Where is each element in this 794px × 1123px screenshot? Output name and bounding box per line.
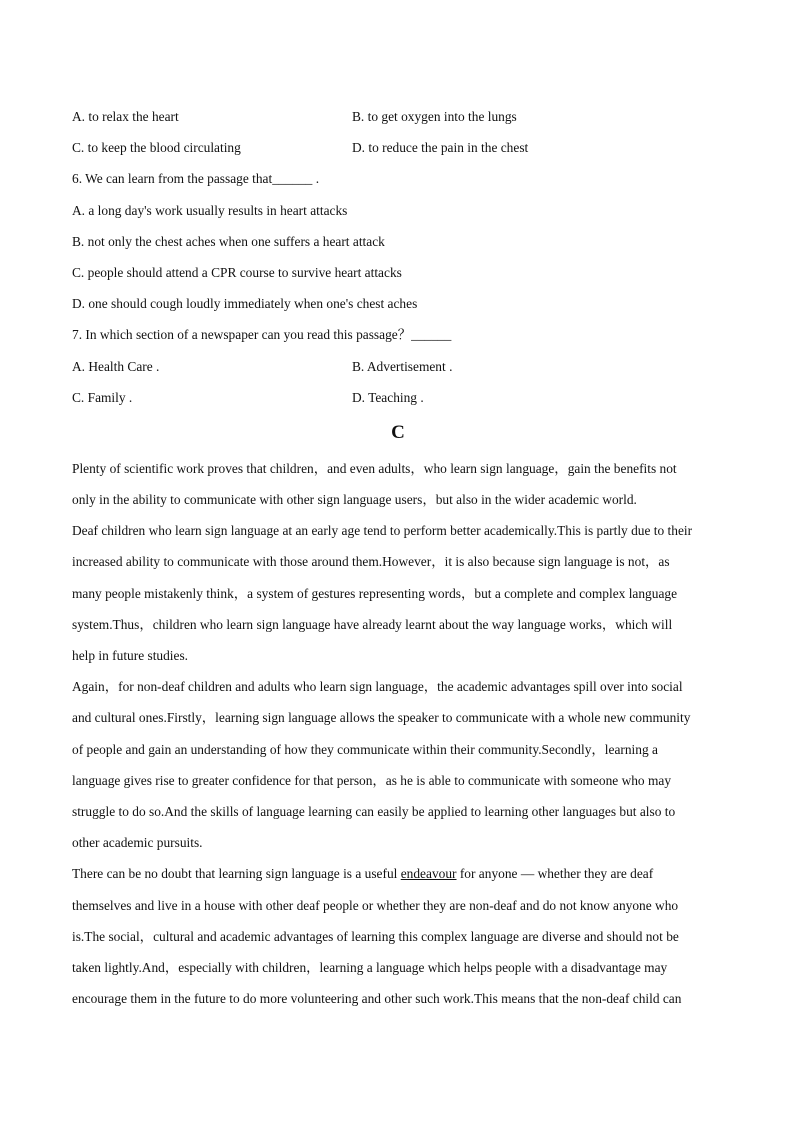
q7-option-c: C. Family . bbox=[72, 389, 133, 405]
q7-option-b: B. Advertisement . bbox=[352, 358, 453, 374]
q6-stem: 6. We can learn from the passage that______ . bbox=[72, 171, 320, 187]
q7-option-d: D. Teaching . bbox=[352, 389, 424, 405]
q5-option-a: A. to relax the heart bbox=[72, 109, 179, 124]
paragraph-line: Plenty of scientific work proves that children，and even adults，who learn sign language，gain the benefits not bbox=[72, 460, 677, 476]
q5-option-c: C. to keep the blood circulating bbox=[72, 140, 241, 156]
paragraph-line: help in future studies. bbox=[72, 648, 189, 663]
section-title: C bbox=[391, 421, 405, 443]
paragraph-1 bbox=[72, 453, 724, 515]
q7-options-row-1 bbox=[72, 351, 724, 382]
q5-options-row-1 bbox=[72, 101, 724, 132]
paragraph-2 bbox=[72, 515, 724, 671]
paragraph-text: for anyone — whether they are deaf bbox=[456, 866, 654, 882]
paragraph-line: struggle to do so.And the skills of language learning can easily be applied to learning other languages but also to bbox=[72, 803, 676, 819]
q6-option-b: B. not only the chest aches when one suffers a heart attack bbox=[72, 233, 385, 249]
paragraph-line: encourage them in the future to do more volunteering and other such work.This means that the non-deaf child can bbox=[72, 991, 682, 1007]
paragraph-line: system.Thus，children who learn sign language have already learnt about the way language works，which will bbox=[72, 616, 673, 632]
q6-option-c: C. people should attend a CPR course to survive heart attacks bbox=[72, 264, 402, 280]
paragraph-line: is.The social，cultural and academic advantages of learning this complex language are diverse and should not be bbox=[72, 928, 679, 944]
paragraph-3 bbox=[72, 671, 724, 858]
q5-option-b: B. to get oxygen into the lungs bbox=[352, 109, 517, 124]
paragraph-line: language gives rise to greater confidence for that person，as he is able to communicate with someone who may bbox=[72, 772, 672, 788]
paragraph-4 bbox=[72, 858, 724, 1014]
paragraph-line: and cultural ones.Firstly，learning sign language allows the speaker to communicate with a whole new community bbox=[72, 710, 691, 726]
paragraph-line: many people mistakenly think，a system of gestures representing words，but a complete and complex language bbox=[72, 585, 678, 601]
q7-options-row-2 bbox=[72, 382, 724, 413]
paragraph-line bbox=[72, 858, 724, 889]
q7-option-a: A. Health Care . bbox=[72, 358, 160, 374]
q5-options-row-2 bbox=[72, 132, 724, 163]
paragraph-line: Deaf children who learn sign language at an early age tend to perform better academically.This is partly due to their bbox=[72, 523, 693, 539]
document-page bbox=[72, 101, 724, 1014]
underlined-word: endeavour bbox=[400, 866, 457, 882]
q7-stem: 7. In which section of a newspaper can you read this passage？______ bbox=[72, 327, 452, 343]
paragraph-line: of people and gain an understanding of how they communicate within their community.Secondly，learning a bbox=[72, 741, 658, 757]
paragraph-line: Again，for non-deaf children and adults who learn sign language，the academic advantages spill over into social bbox=[72, 679, 683, 695]
paragraph-line: themselves and live in a house with other deaf people or whether they are non-deaf and do not know anyone who bbox=[72, 897, 679, 913]
q6-option-a: A. a long day's work usually results in heart attacks bbox=[72, 202, 348, 218]
q6-option-d: D. one should cough loudly immediately when one's chest aches bbox=[72, 296, 418, 312]
paragraph-line: increased ability to communicate with those around them.However，it is also because sign language is not，as bbox=[72, 554, 670, 570]
paragraph-text: There can be no doubt that learning sign language is a useful bbox=[72, 866, 401, 882]
q5-option-d: D. to reduce the pain in the chest bbox=[352, 140, 529, 156]
paragraph-line: other academic pursuits. bbox=[72, 835, 203, 851]
paragraph-line: only in the ability to communicate with other sign language users，but also in the wider academic world. bbox=[72, 492, 637, 508]
paragraph-line: taken lightly.And，especially with children，learning a language which helps people with a disadvantage may bbox=[72, 959, 668, 975]
